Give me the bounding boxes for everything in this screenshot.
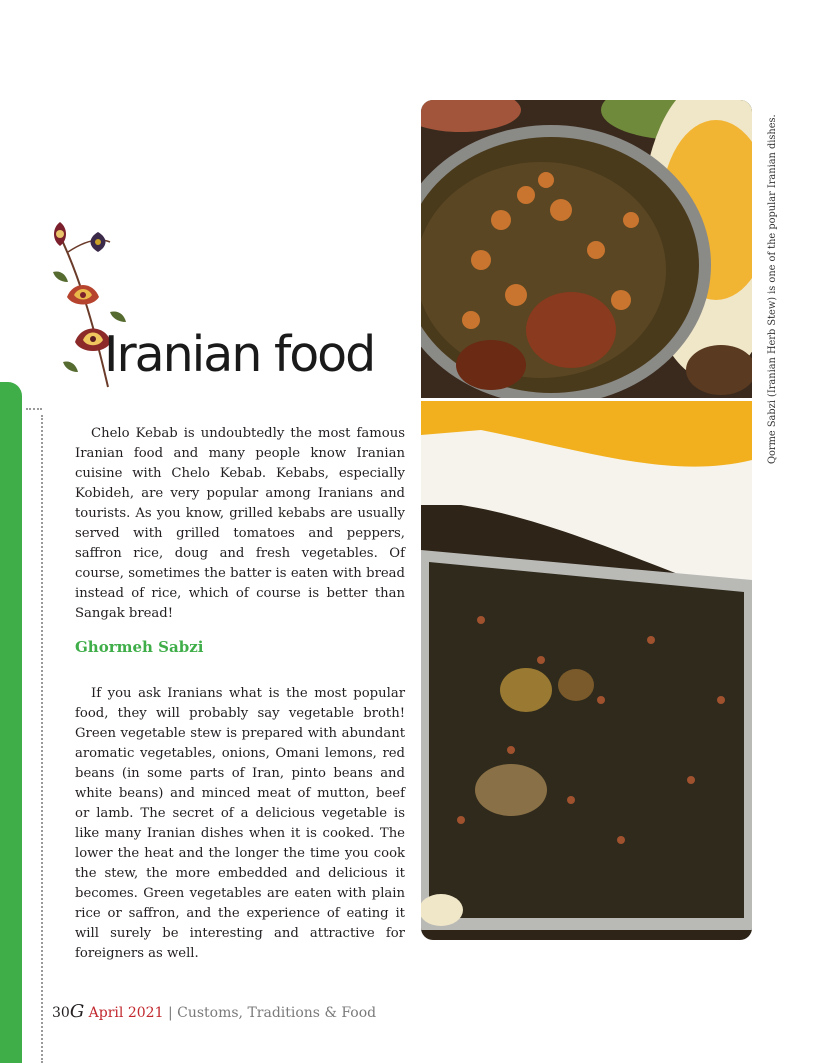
food-photo — [421, 100, 752, 940]
section-name: Customs, Traditions & Food — [177, 1005, 377, 1021]
photo-divider — [421, 398, 752, 401]
photo-caption — [767, 112, 779, 468]
section-paragraph: If you ask Iranians what is the most popular food, they will probably say vegetable broth! Green vegetable stew is prepared with abundant aromatic vegetables, onions, Omani lemons, red beans (in some parts of Iran, pinto beans and white beans) and minced meat of mutton, beef or lamb. The secret of a delicious vegetable is like many Iranian dishes when it is cooked. The lower the heat and the longer the time you cook the stew, the more embedded and delicious it becomes. Green vegetables are eaten with plain rice or saffron, and the experience of eating it will surely be interesting and attractive for foreigners as well. — [75, 686, 405, 961]
magazine-logo: G — [69, 1001, 85, 1022]
photo-caption-text: Qorme Sabzi (Iranian Herb Stew) is one of the popular Iranian dishes. — [767, 114, 778, 464]
intro-paragraph: Chelo Kebab is undoubtedly the most famous Iranian food and many people know Iranian cuisine with Chelo Kebab. Kebabs, especially Kobideh, are very popular among Iranians and tourists. As you know, grilled kebabs are usually served with grilled tomatoes and peppers, saffron rice, doug and fresh vegetables. Of course, sometimes the batter is eaten with bread instead of rice, which of course is better than Sangak bread! — [75, 426, 405, 621]
page-number: 30 — [52, 1005, 70, 1021]
dotted-margin-rule — [41, 415, 43, 1063]
footer-separator: | — [167, 1005, 173, 1021]
dotted-rule-cap — [26, 408, 42, 410]
page-title: Iranian food — [104, 326, 375, 383]
section-heading: Ghormeh Sabzi — [75, 638, 204, 656]
issue-date: April 2021 — [88, 1005, 164, 1021]
page-footer — [52, 1001, 376, 1022]
green-side-tab — [0, 382, 22, 1063]
